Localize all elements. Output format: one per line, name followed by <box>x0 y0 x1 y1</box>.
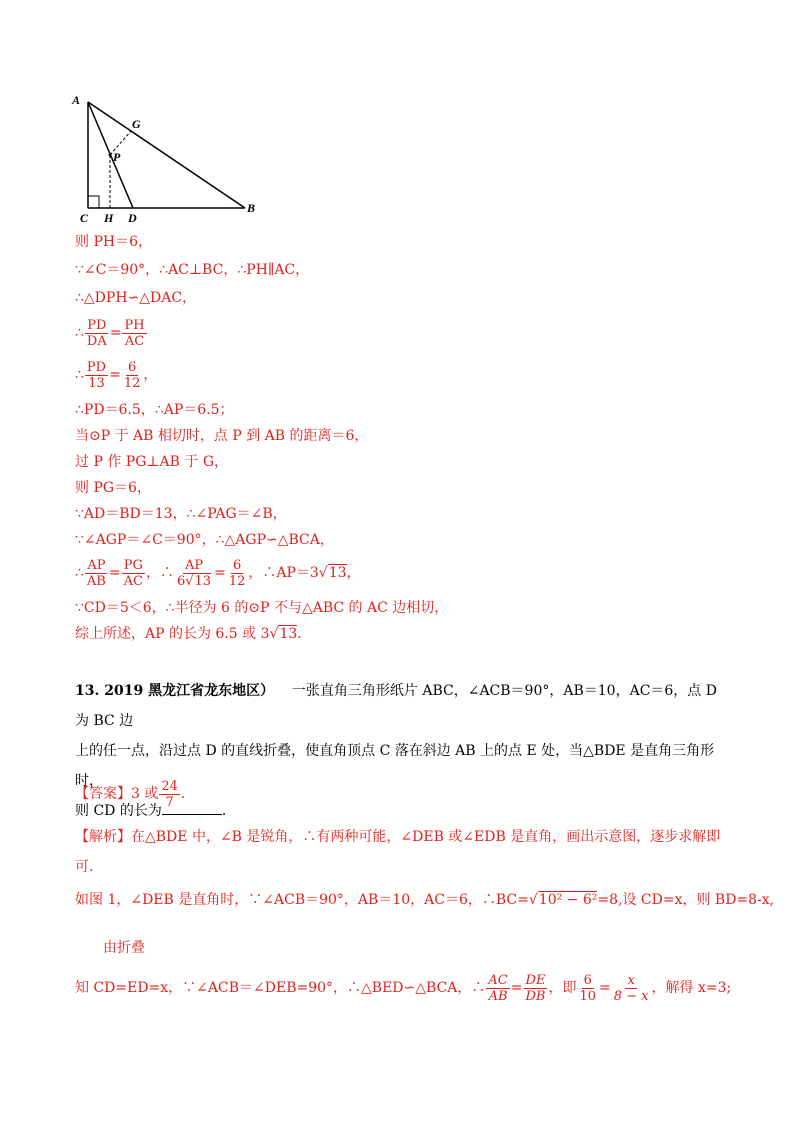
numerator: AC <box>488 972 508 988</box>
solution-text: ∵CD＝5＜6，∴半径为 6 的⊙P 不与△ABC 的 AC 边相切， <box>75 600 449 616</box>
numerator: DE <box>525 972 546 988</box>
solution-line-2 <box>75 260 309 280</box>
question-text: 则 CD 的长为 <box>75 803 162 819</box>
question-text: 一张直角三角形纸片 ABC，∠ACB＝90°，AB＝10，AC＝6，点 D 为 BC 边 <box>75 683 717 729</box>
denominator: 7 <box>165 794 174 810</box>
punctuation: ， <box>346 565 361 581</box>
solution-text: 综上所述，AP 的长为 6.5 或 3 <box>75 626 270 642</box>
solution-line-9 <box>75 478 151 498</box>
analysis-tag: 【解析】 <box>75 829 131 845</box>
equals-sign: = <box>214 565 226 581</box>
denominator: 12 <box>228 573 246 589</box>
numerator: 6 <box>127 359 137 375</box>
equals-sign: = <box>109 367 121 383</box>
fraction-de-db <box>523 973 547 1004</box>
label-h: H <box>104 211 114 225</box>
analysis-text: 在△BDE 中，∠B 是锐角，∴有两种可能，∠DEB 或∠EDB 是直角，画出示意图，逐步求解即 <box>131 829 721 845</box>
solution-text: 则 PH＝6， <box>75 234 152 250</box>
radicand: 13 <box>194 573 212 589</box>
denominator: 12 <box>123 375 141 391</box>
solution-line-4 <box>75 316 148 350</box>
fraction-ap-ab <box>85 558 108 589</box>
fraction-6-12 <box>122 360 143 391</box>
analysis-text: 知 CD=ED=x，∵∠ACB＝∠DEB=90°，∴△BED∽△BCA，∴ <box>75 980 486 996</box>
fraction-ap-6sqrt13 <box>175 558 213 589</box>
solution-line-13 <box>75 598 448 618</box>
question-text: 上的任一点，沿过点 D 的直线折叠，使直角顶点 C 落在斜边 AB 上的点 E 处，当△BDE 是直角三角形时， <box>75 743 715 789</box>
numerator: PD <box>87 317 107 333</box>
answer-tag: 【答案】 <box>75 786 131 802</box>
solution-line-6 <box>75 400 234 420</box>
solution-text: ∵∠AGP＝∠C＝90°，∴△AGP∽△BCA， <box>75 532 334 548</box>
equals-sign: = <box>109 325 122 341</box>
solution-text: 当⊙P 于 AB 相切时，点 P 到 AB 的距离＝6， <box>75 428 369 444</box>
fraction-6-12 <box>227 558 248 589</box>
denominator: 10 <box>579 988 597 1004</box>
fraction-pg-ac <box>122 558 145 589</box>
solution-text: ∴PD＝6.5，∴AP＝6.5； <box>75 402 234 418</box>
equals-sign: = <box>510 980 523 996</box>
denominator: DA <box>86 333 107 349</box>
fraction-ph-ac <box>122 318 146 349</box>
analysis-text: 可. <box>75 859 94 875</box>
coefficient: 6 <box>176 573 186 589</box>
label-d: D <box>128 211 137 225</box>
solution-text: 则 PG＝6， <box>75 480 151 496</box>
numerator: AP <box>184 557 204 573</box>
solution-line-3 <box>75 288 196 308</box>
radicand: 13 <box>328 565 347 581</box>
numerator: PG <box>123 557 143 573</box>
right-angle-mark <box>88 196 99 208</box>
answer-value: 3 或 <box>131 786 159 802</box>
solution-line-11 <box>75 530 334 550</box>
analysis-line-4 <box>103 938 145 958</box>
label-a: A <box>72 93 81 107</box>
punctuation: ， <box>143 367 158 383</box>
point-p <box>109 154 112 157</box>
analysis-text: ，即 <box>548 980 577 996</box>
numerator: x <box>627 972 635 988</box>
radicand: 10² − 6² <box>538 892 598 908</box>
solution-line-8 <box>75 452 228 472</box>
analysis-line-3: 如图 1，∠DEB 是直角时，∵∠ACB＝90°，AB＝10，AC＝6，∴BC=√10² − 6²=8,设 CD=x，则 BD=8-x, <box>75 892 775 908</box>
numerator: PD <box>86 359 107 375</box>
equals-sign: = <box>599 980 611 996</box>
question-line-1 <box>75 676 725 736</box>
solution-line-7 <box>75 426 368 446</box>
fraction-6-10 <box>577 973 598 1004</box>
analysis-block <box>75 822 725 882</box>
geometry-figure <box>70 90 270 225</box>
label-g: G <box>132 117 141 131</box>
denominator: DB <box>525 988 546 1004</box>
analysis-text: ，解得 x=3; <box>651 980 732 996</box>
solution-line-12: ∴ $\frac{AP}{AB}$ = $\frac{PG}{AC}$ ，∴ $\frac{AP}{6√13}$ = $\frac{6}{12}$ ，∴AP＝3√13， <box>75 557 361 589</box>
therefore-symbol: ∴ <box>75 325 84 341</box>
denominator: AB <box>488 988 508 1004</box>
analysis-text: =8,设 CD=x，则 BD=8-x, <box>597 892 775 908</box>
numerator: 6 <box>583 972 592 988</box>
fraction-x-8-minus-x <box>612 973 651 1004</box>
fraction-ac-ab <box>486 973 509 1004</box>
fraction-pd-da <box>85 318 109 349</box>
denominator: AC <box>123 573 143 589</box>
solution-text: 过 P 作 PG⊥AB 于 G， <box>75 454 229 470</box>
denominator: AC <box>124 333 145 349</box>
analysis-line-2 <box>75 852 725 882</box>
solution-text: ∴△DPH∽△DAC， <box>75 290 197 306</box>
numerator: PH <box>124 317 145 333</box>
solution-line-10 <box>75 504 287 524</box>
solution-text: ，∴AP＝3 <box>248 565 319 581</box>
solution-text: ，∴ <box>145 565 174 581</box>
question-number: 13. 2019 黑龙江省龙东地区） <box>75 683 275 699</box>
therefore-symbol: ∴ <box>75 565 84 581</box>
label-c: C <box>80 211 89 225</box>
solution-text: ∵AD＝BD＝13，∴∠PAG＝∠B， <box>75 506 287 522</box>
analysis-line-1 <box>75 822 725 852</box>
answer-line <box>75 776 185 812</box>
punctuation: ． <box>297 626 312 642</box>
punctuation: . <box>180 786 186 802</box>
denominator: AB <box>86 573 106 589</box>
fraction-pd-13 <box>85 360 108 391</box>
solution-text: ∵∠C＝90°，∴AC⊥BC，∴PH∥AC， <box>75 262 310 278</box>
analysis-line-5 <box>75 970 731 1006</box>
therefore-symbol: ∴ <box>75 367 84 383</box>
denominator: 13 <box>88 375 105 391</box>
segment-ab <box>88 102 245 208</box>
equals-sign: = <box>108 565 121 581</box>
punctuation: ． <box>221 803 236 819</box>
solution-line-14: 综上所述，AP 的长为 6.5 或 3√13． <box>75 626 312 642</box>
analysis-text: 如图 1，∠DEB 是直角时，∵∠ACB＝90°，AB＝10，AC＝6，∴BC= <box>75 892 529 908</box>
radicand: 13 <box>279 626 298 642</box>
label-p: P <box>113 150 121 164</box>
numerator: AP <box>87 557 106 573</box>
label-b: B <box>247 201 256 215</box>
denominator: 8 − x <box>613 988 649 1004</box>
solution-line-5 <box>75 358 157 392</box>
numerator: 24 <box>161 778 178 794</box>
solution-line-1 <box>75 232 152 252</box>
fraction-24-7 <box>159 779 180 810</box>
denominator: 6√13 <box>176 573 212 589</box>
analysis-text: 由折叠 <box>103 940 145 956</box>
numerator: 6 <box>232 557 242 573</box>
